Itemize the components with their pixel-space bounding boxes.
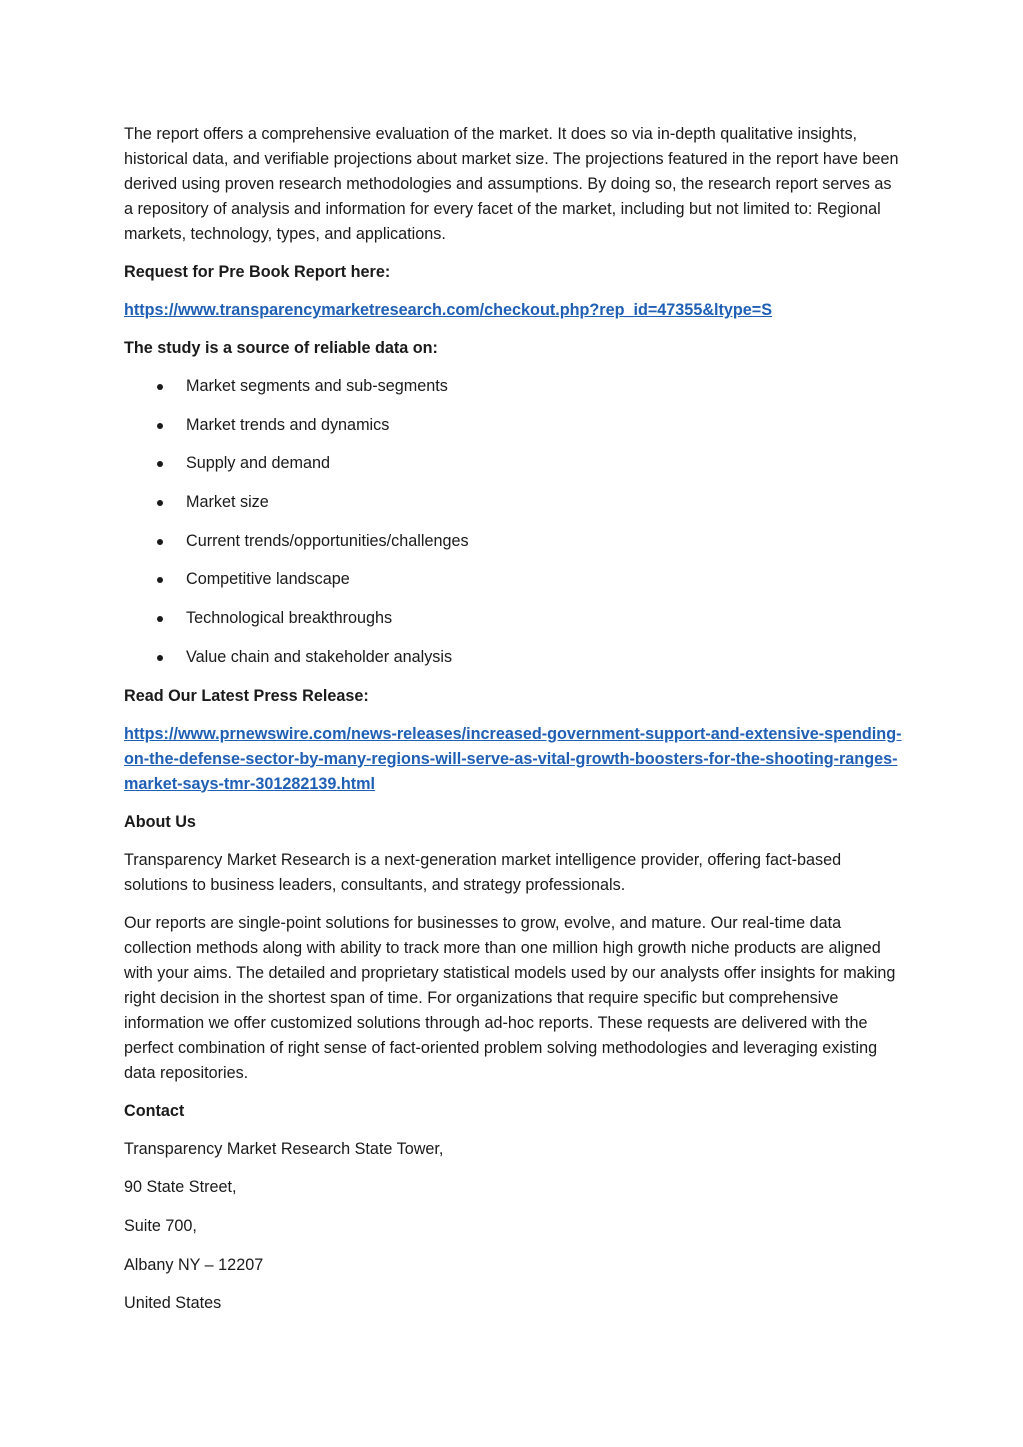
bullet-icon: [157, 616, 163, 622]
list-item: [124, 529, 904, 554]
contact-line: Suite 700,: [124, 1216, 197, 1235]
bullet-icon: [157, 461, 163, 467]
list-item: [124, 374, 904, 399]
bullet-icon: [157, 655, 163, 661]
pre-book-link[interactable]: https://www.transparencymarketresearch.com/checkout.php?rep_id=47355&ltype=S: [124, 301, 773, 319]
list-item: [124, 567, 904, 592]
press-release-heading: Read Our Latest Press Release:: [124, 686, 369, 705]
contact-line: 90 State Street,: [124, 1178, 237, 1197]
contact-line: Transparency Market Research State Tower,: [124, 1139, 444, 1158]
list-item-label: Market trends and dynamics: [186, 415, 390, 434]
bullet-icon: [157, 423, 163, 429]
about-paragraph-2: Our reports are single-point solutions for businesses to grow, evolve, and mature. Our real-time data collection methods along with ability to track more than one million high growth niche products are aligned with your aims. The detailed and proprietary statistical models used by our analysts offer insights for making right decision in the shortest span of time. For organizations that require specific but comprehensive information we offer customized solutions through ad-hoc reports. These requests are delivered with the perfect combination of right sense of fact-oriented problem solving methodologies and leveraging existing data repositories.: [124, 913, 896, 1082]
bullet-icon: [157, 384, 163, 390]
about-heading: About Us: [124, 812, 196, 831]
study-heading: The study is a source of reliable data on:: [124, 339, 438, 357]
press-release-link[interactable]: https://www.prnewswire.com/news-releases/increased-government-support-and-extensive-spending-on-the-defense-sector-by-many-regions-will-serve-as-vital-growth-boosters-for-the-shooting-ranges-market-says-tmr-301282139.html: [124, 724, 902, 793]
list-item-label: Market segments and sub-segments: [186, 377, 448, 395]
contact-heading: Contact: [124, 1101, 185, 1120]
list-item: [124, 413, 904, 438]
contact-line: Albany NY – 12207: [124, 1255, 264, 1274]
document-page: [124, 122, 904, 1330]
about-paragraph-1: Transparency Market Research is a next-generation market intelligence provider, offering fact-based solutions to business leaders, consultants, and strategy professionals.: [124, 850, 842, 894]
list-item: [124, 606, 904, 631]
press-release-link-paragraph: [124, 722, 904, 797]
list-item: [124, 451, 904, 476]
intro-paragraph: The report offers a comprehensive evaluation of the market. It does so via in-depth qualitative insights, historical data, and verifiable projections about market size. The projections featured in the report have been derived using proven research methodologies and assumptions. By doing so, the research report serves as a repository of analysis and information for every facet of the market, including but not limited to: Regional markets, technology, types, and applications.: [124, 125, 899, 243]
list-item-label: Current trends/opportunities/challenges: [186, 531, 469, 550]
pre-book-link-paragraph: [124, 298, 904, 323]
pre-book-heading: Request for Pre Book Report here:: [124, 263, 391, 281]
bullet-icon: [157, 539, 163, 545]
list-item-label: Technological breakthroughs: [186, 609, 393, 628]
list-item-label: Competitive landscape: [186, 570, 350, 589]
list-item: [124, 645, 904, 670]
bullet-icon: [157, 577, 163, 583]
list-item-label: Value chain and stakeholder analysis: [186, 647, 453, 666]
bullet-icon: [157, 500, 163, 506]
study-list: [124, 374, 904, 670]
list-item: [124, 490, 904, 515]
contact-line: United States: [124, 1294, 222, 1313]
list-item-label: Market size: [186, 493, 269, 512]
list-item-label: Supply and demand: [186, 454, 330, 473]
